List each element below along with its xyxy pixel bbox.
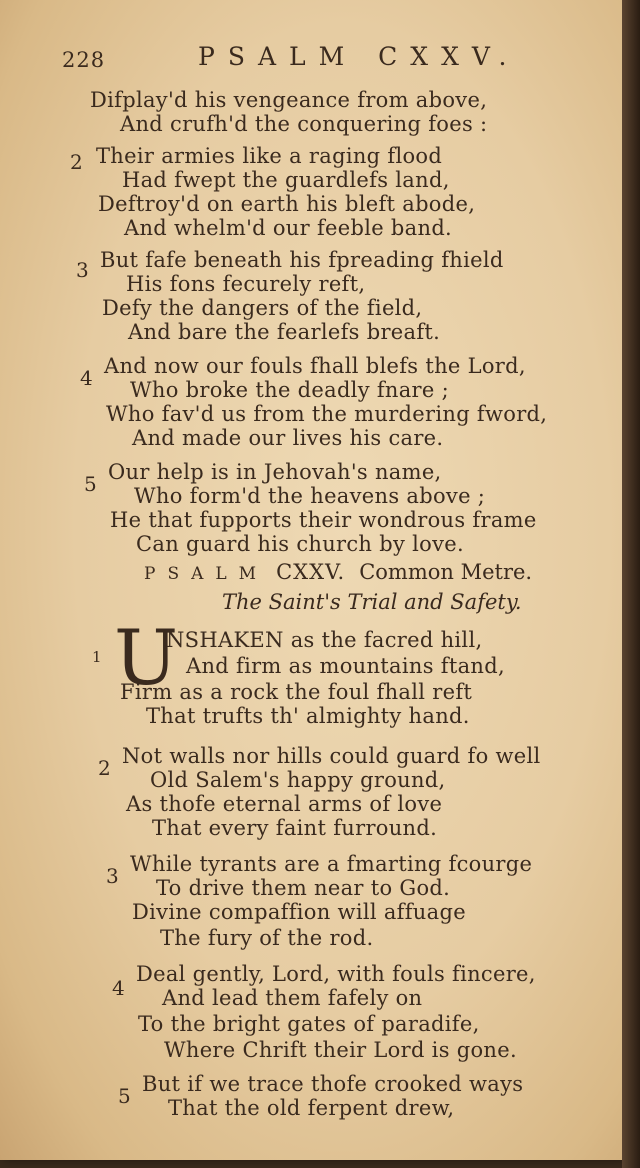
- stanza-number: 4: [80, 366, 93, 390]
- psalm-numeral: CXXV.: [276, 560, 346, 584]
- stanza-number: 1: [92, 648, 102, 666]
- psalm-word: PSALM: [144, 564, 269, 584]
- stanza-number: 5: [84, 472, 97, 496]
- verse-line: And bare the fearlefs breaft.: [128, 320, 441, 344]
- verse-line: Had fwept the guardlefs land,: [122, 168, 450, 192]
- verse-line: And now our fouls fhall blefs the Lord,: [104, 354, 526, 378]
- psalm-metre: Common Metre.: [359, 560, 533, 584]
- verse-line: Difplay'd his vengeance from above,: [90, 88, 488, 112]
- verse-line: Deal gently, Lord, with fouls fincere,: [136, 962, 536, 986]
- stanza-number: 4: [112, 976, 125, 1000]
- stanza-number: 2: [70, 150, 83, 174]
- verse-line: NSHAKEN as the facred hill,: [166, 628, 483, 652]
- verse-line: Their armies like a raging flood: [96, 144, 443, 168]
- drop-cap: U: [114, 613, 179, 702]
- verse-line: Firm as a rock the foul fhall reft: [120, 680, 473, 704]
- verse-line: While tyrants are a fmarting fcourge: [130, 852, 533, 876]
- verse-line: Who form'd the heavens above ;: [134, 484, 486, 508]
- running-head: PSALM CXXV.: [198, 42, 520, 71]
- verse-line: As thofe eternal arms of love: [126, 792, 443, 816]
- verse-line: And whelm'd our feeble band.: [124, 216, 453, 240]
- verse-line: And lead them fafely on: [162, 986, 423, 1010]
- page-number: 228: [62, 48, 106, 72]
- verse-line: Defy the dangers of the field,: [102, 296, 423, 320]
- stanza-number: 2: [98, 756, 111, 780]
- verse-line: That every faint furround.: [152, 816, 438, 840]
- verse-line: The fury of the rod.: [160, 926, 374, 950]
- psalm-subtitle: The Saint's Trial and Safety.: [222, 590, 522, 614]
- verse-line: And crufh'd the conquering foes :: [120, 112, 488, 136]
- verse-line: To the bright gates of paradife,: [138, 1012, 480, 1036]
- verse-line: Our help is in Jehovah's name,: [108, 460, 442, 484]
- verse-line: Where Chrift their Lord is gone.: [164, 1038, 517, 1062]
- psalm-heading: [144, 560, 532, 584]
- verse-line: But if we trace thofe crooked ways: [142, 1072, 524, 1096]
- verse-line: That the old ferpent drew,: [168, 1096, 455, 1120]
- verse-line: Deftroy'd on earth his bleft abode,: [98, 192, 476, 216]
- verse-line: To drive them near to God.: [156, 876, 451, 900]
- verse-line: Divine compaffion will affuage: [132, 900, 466, 924]
- verse-line: Who fav'd us from the murdering fword,: [106, 402, 548, 426]
- verse-line: And firm as mountains ftand,: [186, 654, 505, 678]
- stanza-number: 3: [106, 864, 119, 888]
- verse-line: He that fupports their wondrous frame: [110, 508, 537, 532]
- verse-line: Old Salem's happy ground,: [150, 768, 446, 792]
- stanza-number: 3: [76, 258, 89, 282]
- verse-line: Who broke the deadly fnare ;: [130, 378, 449, 402]
- verse-line: But fafe beneath his fpreading fhield: [100, 248, 504, 272]
- verse-line: That trufts th' almighty hand.: [146, 704, 470, 728]
- verse-line: Can guard his church by love.: [136, 532, 464, 556]
- verse-line: Not walls nor hills could guard fo well: [122, 744, 541, 768]
- verse-line: And made our lives his care.: [132, 426, 444, 450]
- verse-line: His fons fecurely reft,: [126, 272, 366, 296]
- stanza-number: 5: [118, 1084, 131, 1108]
- book-edge: [622, 0, 640, 1168]
